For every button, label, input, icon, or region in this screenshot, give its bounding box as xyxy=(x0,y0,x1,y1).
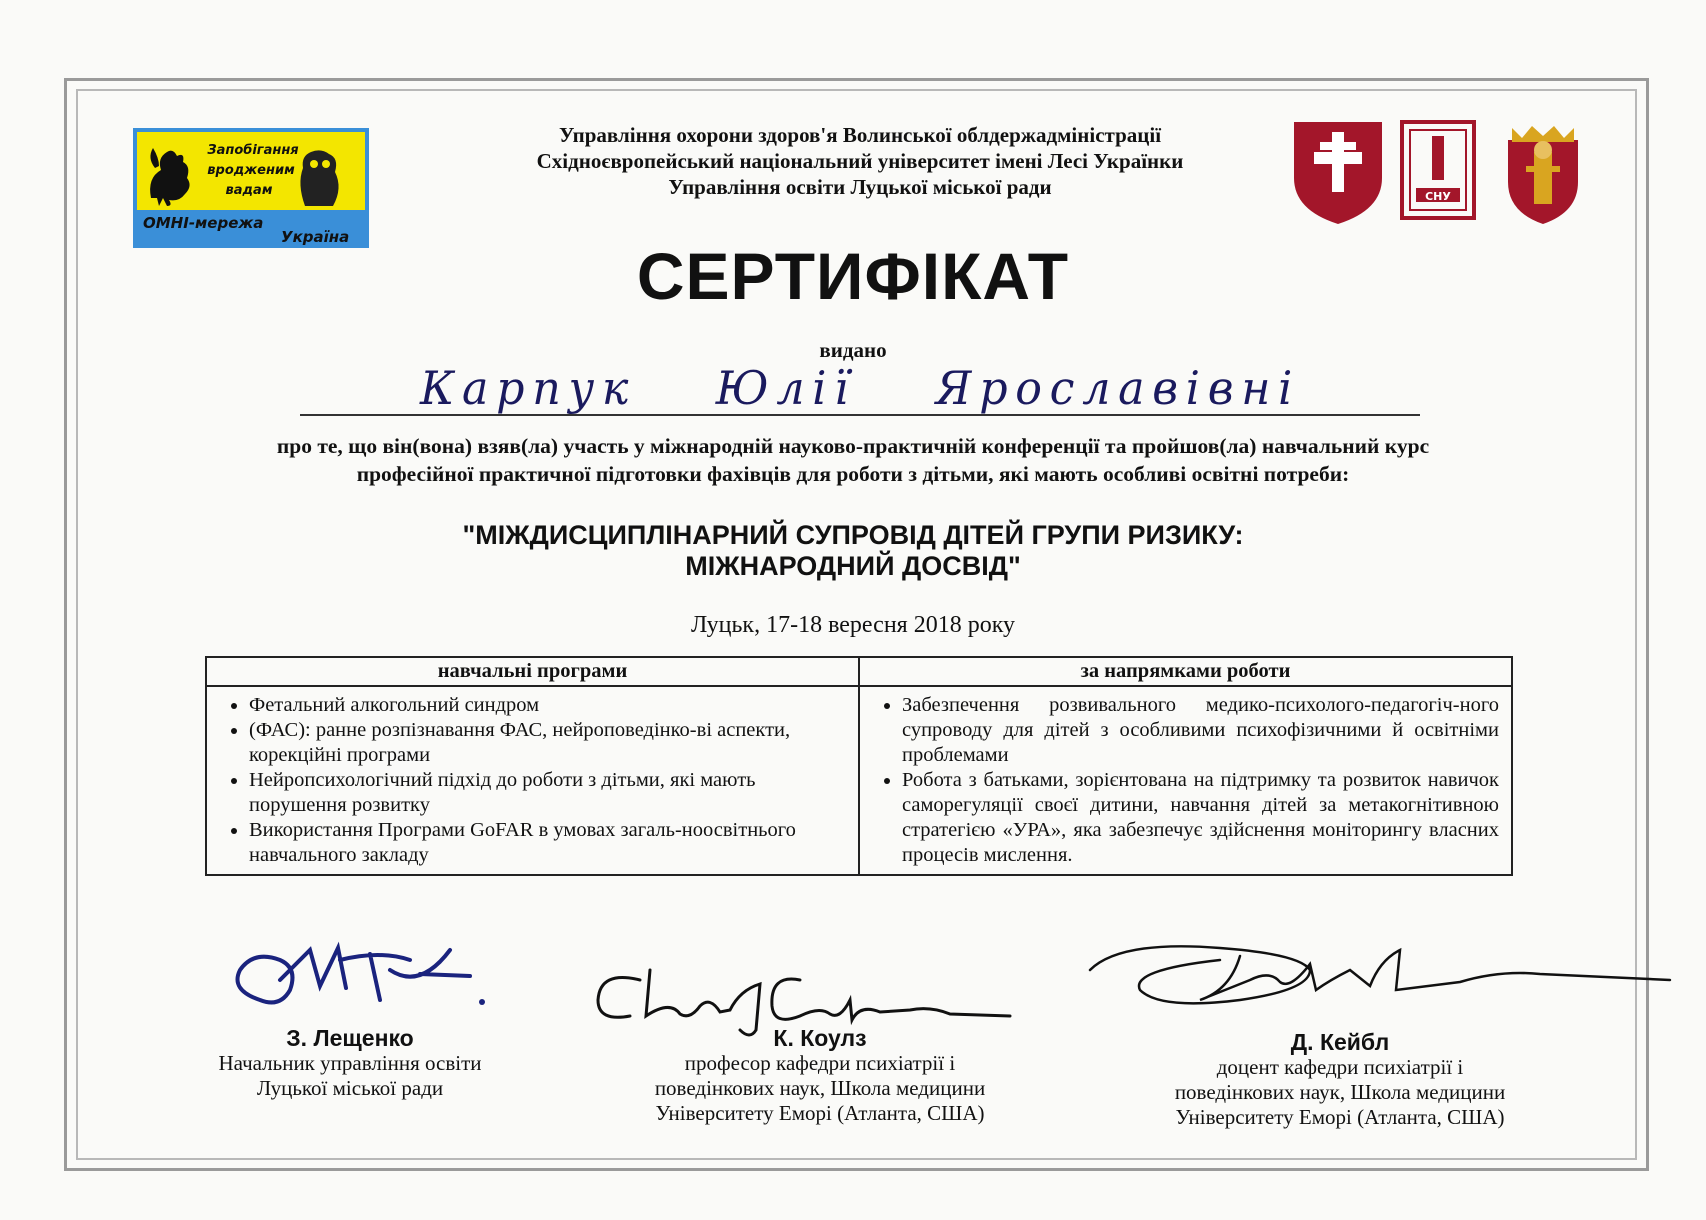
org-line-education-dept: Управління освіти Луцької міської ради xyxy=(668,175,1052,199)
university-emblem-text: СНУ xyxy=(1425,190,1451,203)
signatory-block-3 xyxy=(1130,1030,1550,1130)
signatory-name: З. Лещенко xyxy=(286,1025,414,1051)
signatory-title-line: Начальник управління освіти xyxy=(218,1051,482,1075)
direction-item: • Забезпечення розвивального медико-психолого-педагогіч-ного супроводу для дітей з особливими психофізичними й освітніми проблемами xyxy=(902,693,1499,768)
signatory-block-1 xyxy=(170,1026,530,1101)
logo-line-2: вродженим xyxy=(207,163,295,178)
program-item: • Фетальний алкогольний синдром xyxy=(249,693,846,718)
course-title-line-2: МІЖНАРОДНИЙ ДОСВІД" xyxy=(685,551,1021,581)
signatory-title-line: доцент кафедри психіатрії і xyxy=(1216,1055,1464,1079)
lutsk-coat-of-arms-icon xyxy=(1508,126,1578,224)
org-line-university: Східноєвропейський національний університет імені Лесі Українки xyxy=(536,149,1184,173)
programs-table xyxy=(205,656,1513,876)
signatory-title-line: Луцької міської ради xyxy=(256,1076,444,1100)
course-title-line-1: "МІЖДИСЦИПЛІНАРНИЙ СУПРОВІД ДІТЕЙ ГРУПИ РИЗИКУ: xyxy=(462,520,1244,550)
programs-cell xyxy=(206,686,859,875)
signatory-title-line: професор кафедри психіатрії і xyxy=(684,1051,956,1075)
signature-keybl xyxy=(1080,930,1680,1040)
omni-network-logo xyxy=(133,128,369,248)
university-emblem-icon xyxy=(1402,122,1474,218)
logo-line-1: Запобігання xyxy=(207,143,299,158)
signatory-name: Д. Кейбл xyxy=(1290,1029,1390,1055)
table-header-programs: навчальні програми xyxy=(206,657,859,686)
signatory-name: К. Коулз xyxy=(773,1025,867,1051)
participation-text xyxy=(140,432,1566,488)
emblems-group xyxy=(1290,118,1600,228)
participation-line-1: про те, що він(вона) взяв(ла) участь у міжнародній науково-практичній конференції та пройшов(ла) навчальний курс xyxy=(276,434,1430,458)
table-header-directions: за напрямками роботи xyxy=(859,657,1512,686)
signature-leshchenko xyxy=(220,930,500,1020)
issued-label: видано xyxy=(819,338,887,362)
signatory-title-line: поведінкових наук, Школа медицини xyxy=(1174,1080,1506,1104)
program-item: • Нейропсихологічний підхід до роботи з дітьми, які мають порушення розвитку xyxy=(249,768,846,818)
recipient-name: Карпук Юлії Ярославівні xyxy=(419,362,1301,415)
signatory-title-line: поведінкових наук, Школа медицини xyxy=(654,1076,986,1100)
signatory-block-2 xyxy=(610,1026,1030,1126)
participation-line-2: професійної практичної підготовки фахівців для роботи з дітьми, які мають особливі освітні потреби: xyxy=(356,462,1350,486)
logo-line-3: вадам xyxy=(225,183,273,198)
owl-icon xyxy=(300,150,338,206)
place-and-date: Луцьк, 17-18 вересня 2018 року xyxy=(690,612,1016,638)
org-line-health-dept: Управління охорони здоров'я Волинської облдержадміністрації xyxy=(558,123,1162,147)
course-title xyxy=(0,520,1706,582)
direction-item: • Робота з батьками, зорієнтована на підтримку та розвиток навичок саморегуляції своєї дитини, навчання дітей за метакогнітивною стратегією «УРА», яка забезпечує здійснення моніторингу власних процесів мислення. xyxy=(902,768,1499,868)
signatory-title-line: Університету Еморі (Атланта, США) xyxy=(655,1101,985,1125)
signatory-title-line: Університету Еморі (Атланта, США) xyxy=(1175,1105,1505,1129)
program-item: • (ФАС): ранне розпізнавання ФАС, нейроповедінко-ві аспекти, корекційні програми xyxy=(249,718,846,768)
certificate-title: СЕРТИФІКАТ xyxy=(636,239,1070,313)
logo-country: Україна xyxy=(281,228,350,246)
recipient-line xyxy=(300,362,1420,416)
directions-cell xyxy=(859,686,1512,875)
issuing-organizations xyxy=(420,122,1300,200)
volyn-coat-of-arms-icon xyxy=(1294,122,1382,224)
logo-network: ОМНІ-мережа xyxy=(143,214,264,232)
program-item: • Використання Програми GoFAR в умовах загаль-ноосвітнього навчального закладу xyxy=(249,818,846,868)
